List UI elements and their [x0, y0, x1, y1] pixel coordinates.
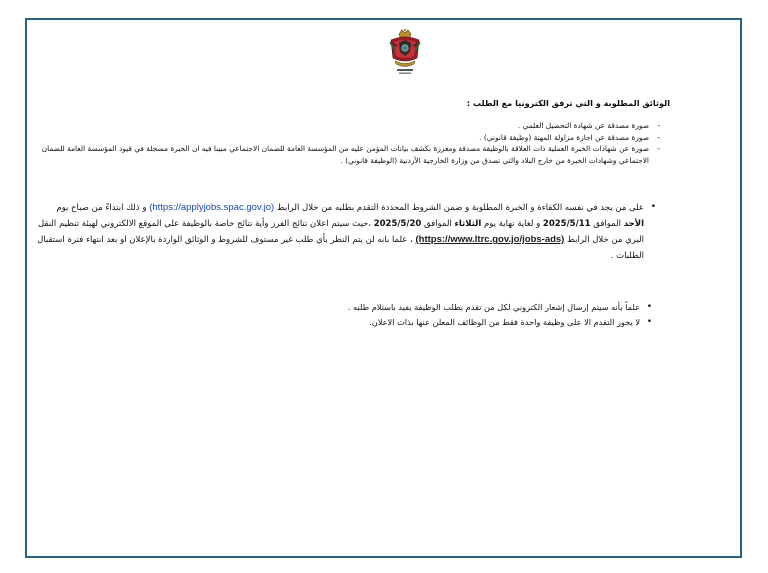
bullet-marker: •: [646, 302, 652, 312]
paragraph-text: الموافق: [590, 218, 624, 229]
start-day: الأحد: [623, 218, 644, 229]
note-text: لا يجوز التقدم الا على وظيفة واحدة فقط من الوظائف المعلن عنها بذات الاعلان.: [369, 317, 640, 327]
dash-marker: -: [657, 144, 660, 153]
ltrc-jobs-link[interactable]: (https://www.ltrc.gov.jo/jobs-ads): [415, 234, 565, 245]
required-documents-list: [38, 120, 660, 166]
end-date: 2025/5/20: [373, 218, 422, 229]
dash-marker: -: [657, 132, 660, 142]
bullet-marker: •: [650, 202, 656, 212]
apply-jobs-link[interactable]: (https://applyjobs.spac.gov.jo): [149, 202, 275, 213]
document-item-text: صورة مصدقة عن اجازة مزاولة المهنة (وظيفة قانوني) .: [479, 132, 649, 142]
document-item-text: صورة مصدقة عن شهادة التحصيل العلمي .: [517, 121, 649, 130]
list-item: [38, 120, 660, 132]
paragraph-text: ، علما بانه لن يتم النظر بأي طلب غير مستوف للشروط و الوثائق الواردة بالإعلان او بعد انتهاء فترة استقبال الطلبات .: [37, 235, 644, 261]
list-item: [60, 300, 652, 315]
paragraph-text: الموافق: [421, 218, 455, 229]
dash-marker: -: [657, 121, 660, 130]
document-item-text: صورة عن شهادات الخبرة العملية ذات العلاقة بالوظيفة مصدقة ومعززة بكشف بيانات المؤمن عليه من المؤسسة العامة للضمان الاجتماعي مبينا فيه ان الخبرة مسجلة في قيود المؤسسة العامة للضمان الاجتماعي وشهادات الخبرة من خارج البلاد والتي تصدق من وزارة الخارجية الأردنية (الوظيفة قانوني) .: [41, 144, 649, 165]
paragraph-text: و لغاية نهاية يوم: [481, 218, 543, 229]
application-paragraph: [36, 200, 656, 264]
paragraph-text: على من يجد في نفسه الكفاءة و الخبرة المطلوبة و ضمن الشروط المحددة التقدم بطلبه من خلال الرابط: [274, 203, 644, 213]
list-item: [38, 143, 660, 166]
paragraph-text: و ذلك ابتداءً من صباح يوم: [56, 203, 150, 213]
list-item: [60, 315, 652, 330]
paragraph-text: ،حيث سيتم اعلان نتائج الفرز وأية نتائج خاصة بالوظيفة على الموقع الالكتروني لهيئة تنظيم النقل البري من خلال الرابط: [38, 218, 644, 245]
required-documents-heading: الوثائق المطلوبة و التي ترفق الكترونيا مع الطلب :: [466, 98, 670, 108]
start-date: 2025/5/11: [542, 218, 591, 229]
end-day: الثلاثاء: [454, 218, 482, 229]
note-text: علماً بأنه سيتم إرسال إشعار الكتروني لكل من تقدم بطلب الوظيفة يفيد باستلام طلبه .: [347, 302, 640, 312]
bullet-marker: •: [646, 317, 652, 327]
jordan-coat-of-arms-icon: [385, 28, 425, 76]
list-item: [38, 132, 660, 144]
notes-list: [60, 300, 652, 330]
